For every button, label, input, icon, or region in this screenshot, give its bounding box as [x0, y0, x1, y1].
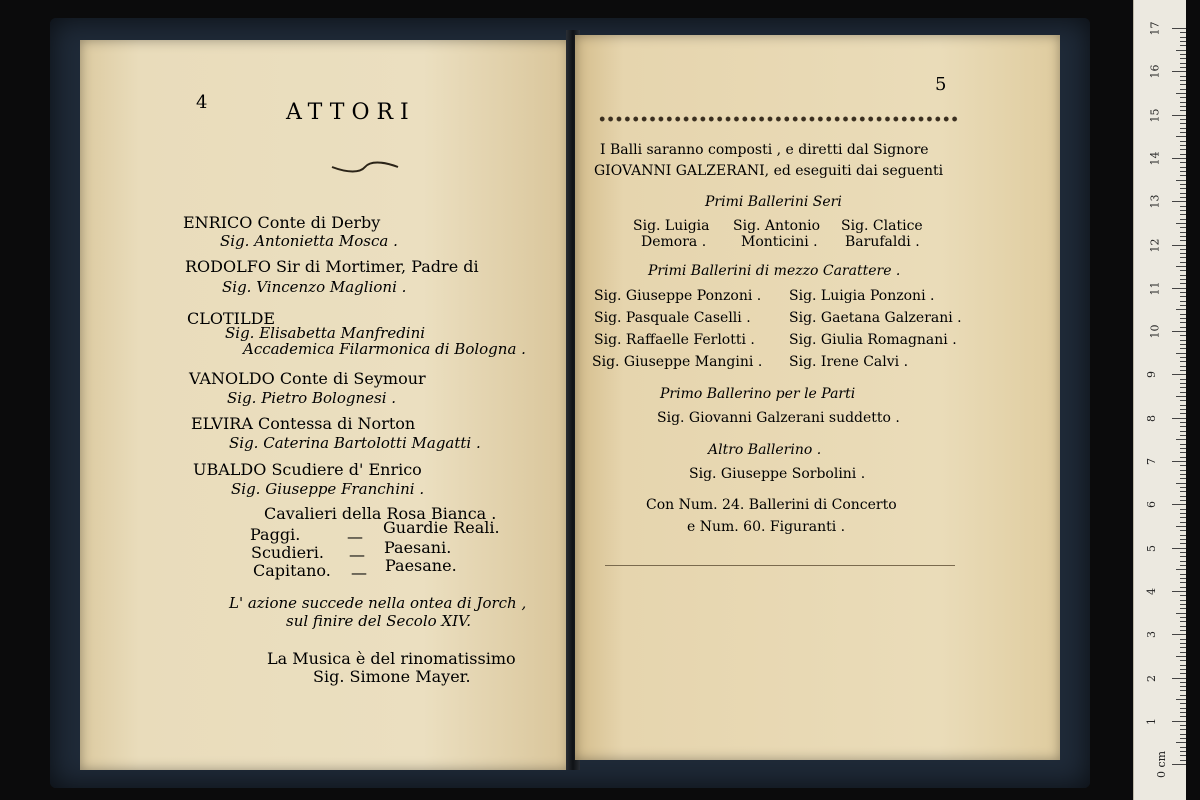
- ruler-tick: [1180, 188, 1186, 189]
- chorus-item: Guardie Reali.: [383, 518, 500, 537]
- ruler-tick: [1180, 470, 1186, 471]
- ruler-tick: [1180, 41, 1186, 42]
- ruler-tick: [1180, 539, 1186, 540]
- ruler-tick: [1180, 452, 1186, 453]
- ruler-tick: [1180, 123, 1186, 124]
- role-name: UBALDO: [193, 460, 267, 479]
- ruler-tick: [1180, 690, 1186, 691]
- ruler-tick: [1176, 50, 1186, 51]
- ruler-number: 2: [1145, 674, 1158, 682]
- ruler-number: 7: [1145, 458, 1158, 465]
- ruler-tick: [1180, 154, 1186, 155]
- chorus-dash: —: [347, 527, 363, 546]
- ruler-tick: [1180, 660, 1186, 661]
- dancer-name: Sig. Clatice: [841, 218, 923, 234]
- ruler-tick: [1180, 729, 1186, 730]
- ruler-tick: [1180, 63, 1186, 64]
- ruler-tick: [1180, 552, 1186, 553]
- ruler-tick: [1180, 344, 1186, 345]
- ruler-tick: [1180, 500, 1186, 501]
- ruler-tick: [1176, 526, 1186, 527]
- chorus-item: Paesani.: [384, 538, 452, 557]
- ruler-tick: [1180, 45, 1186, 46]
- ruler-tick: [1172, 678, 1186, 679]
- ruler-tick: [1180, 340, 1186, 341]
- ruler-tick: [1180, 561, 1186, 562]
- setting-text: sul finire del Secolo XIV.: [286, 612, 472, 630]
- ruler-tick: [1172, 374, 1186, 375]
- ruler-tick: [1176, 180, 1186, 181]
- role-desc: Conte di Seymour: [279, 369, 426, 388]
- ruler-tick: [1172, 548, 1186, 549]
- ruler-tick: [1180, 643, 1186, 644]
- chorus-dash: —: [351, 563, 367, 582]
- dancer-name: Sig. Pasquale Caselli .: [594, 310, 751, 326]
- ruler-tick: [1180, 431, 1186, 432]
- role-desc: Scudiere d' Enrico: [271, 460, 422, 479]
- chorus-title: Cavalieri della Rosa Bianca .: [264, 504, 497, 523]
- ruler-tick: [1180, 392, 1186, 393]
- role-line: [183, 213, 380, 232]
- ruler-tick: [1180, 275, 1186, 276]
- ruler-tick: [1180, 695, 1186, 696]
- ruler-tick: [1180, 708, 1186, 709]
- ruler-tick: [1180, 686, 1186, 687]
- dotted-rule: [598, 113, 960, 125]
- ruler-tick: [1180, 279, 1186, 280]
- ruler-tick: [1180, 426, 1186, 427]
- ruler-tick: [1172, 288, 1186, 289]
- ruler-tick: [1180, 232, 1186, 233]
- ruler-tick: [1172, 158, 1186, 159]
- ruler-number: 0 cm: [1155, 751, 1169, 779]
- ruler-tick: [1180, 760, 1186, 761]
- ruler-tick: [1180, 348, 1186, 349]
- ruler-tick: [1180, 37, 1186, 38]
- role-name: RODOLFO: [185, 257, 271, 276]
- ruler-number: 10: [1148, 324, 1162, 339]
- ruler-number: 6: [1145, 501, 1158, 509]
- ruler-number: 11: [1148, 281, 1162, 296]
- role-name: VANOLDO: [189, 369, 275, 388]
- chorus-item: Scudieri.: [251, 543, 324, 562]
- ruler-tick: [1176, 656, 1186, 657]
- ruler-tick: [1180, 665, 1186, 666]
- ruler-tick: [1180, 253, 1186, 254]
- ruler-tick: [1180, 405, 1186, 406]
- ruler-number: 3: [1145, 631, 1158, 639]
- dancer-name: Monticini .: [741, 234, 818, 250]
- chorus-item: Capitano.: [253, 561, 331, 580]
- ruler-number: 16: [1148, 64, 1162, 79]
- ruler-tick: [1180, 84, 1186, 85]
- ruler-tick: [1180, 249, 1186, 250]
- ruler-tick: [1180, 422, 1186, 423]
- ruler-tick: [1180, 219, 1186, 220]
- ruler-tick: [1180, 457, 1186, 458]
- role-name: ELVIRA: [191, 414, 253, 433]
- ruler-tick: [1180, 370, 1186, 371]
- ruler-tick: [1180, 578, 1186, 579]
- ruler-tick: [1172, 461, 1186, 462]
- ruler-tick: [1180, 214, 1186, 215]
- ruler-tick: [1180, 522, 1186, 523]
- ruler-tick: [1172, 71, 1186, 72]
- ruler-tick: [1180, 600, 1186, 601]
- ruler-number: 13: [1148, 194, 1162, 209]
- ruler-tick: [1180, 110, 1186, 111]
- setting-text: L' azione succede nella ontea di Jorch ,: [229, 594, 527, 612]
- dancer-name: Sig. Irene Calvi .: [789, 354, 909, 370]
- ruler-tick: [1180, 621, 1186, 622]
- ruler-tick: [1180, 409, 1186, 410]
- ruler-tick: [1180, 206, 1186, 207]
- dancer-name: Sig. Antonio: [733, 218, 821, 234]
- chorus-item: Paesane.: [385, 556, 457, 575]
- ruler-tick: [1180, 119, 1186, 120]
- ruler-tick: [1180, 413, 1186, 414]
- chorus-item: Paggi.: [250, 525, 301, 544]
- ruler-tick: [1180, 106, 1186, 107]
- ruler-tick: [1180, 755, 1186, 756]
- composer-name: Sig. Simone Mayer.: [313, 667, 471, 686]
- singer-title: Accademica Filarmonica di Bologna .: [243, 340, 526, 358]
- ruler-tick: [1180, 587, 1186, 588]
- ruler-tick: [1180, 322, 1186, 323]
- ruler-tick: [1180, 513, 1186, 514]
- section-title: Primi Ballerini Seri: [705, 194, 842, 210]
- ruler-tick: [1176, 93, 1186, 94]
- ruler-tick: [1172, 331, 1186, 332]
- ruler-number: 5: [1145, 544, 1158, 552]
- ruler-tick: [1180, 54, 1186, 55]
- ruler-tick: [1180, 193, 1186, 194]
- ruler-tick: [1180, 283, 1186, 284]
- ruler-tick: [1180, 197, 1186, 198]
- ruler-tick: [1176, 353, 1186, 354]
- ruler-tick: [1180, 478, 1186, 479]
- ruler-tick: [1180, 716, 1186, 717]
- ruler-tick: [1180, 565, 1186, 566]
- ruler-tick: [1176, 136, 1186, 137]
- ruler-tick: [1180, 517, 1186, 518]
- ruler-tick: [1172, 28, 1186, 29]
- ruler-tick: [1180, 387, 1186, 388]
- ruler-tick: [1180, 383, 1186, 384]
- ruler-tick: [1180, 262, 1186, 263]
- ruler-tick: [1176, 613, 1186, 614]
- ruler-tick: [1180, 543, 1186, 544]
- ruler-tick: [1180, 167, 1186, 168]
- dancer-name: Sig. Giuseppe Ponzoni .: [594, 288, 762, 304]
- ruler-tick: [1172, 764, 1186, 765]
- ruler-tick: [1180, 652, 1186, 653]
- section-title: Primi Ballerini di mezzo Carattere .: [648, 263, 901, 279]
- ruler-tick: [1180, 58, 1186, 59]
- ruler-tick: [1180, 639, 1186, 640]
- ruler-tick: [1180, 97, 1186, 98]
- singer-name: Sig. Antonietta Mosca .: [220, 232, 398, 250]
- role-desc: Sir di Mortimer, Padre di: [276, 257, 479, 276]
- measuring-ruler: [1133, 0, 1186, 800]
- ruler-tick: [1172, 591, 1186, 592]
- ruler-tick: [1176, 699, 1186, 700]
- concerto-text: Con Num. 24. Ballerini di Concerto: [646, 497, 897, 513]
- dancer-name: Sig. Giuseppe Sorbolini .: [689, 466, 866, 482]
- ruler-tick: [1180, 556, 1186, 557]
- ruler-tick: [1180, 184, 1186, 185]
- dancer-name: Demora .: [641, 234, 707, 250]
- ruler-tick: [1176, 483, 1186, 484]
- ruler-tick: [1180, 509, 1186, 510]
- ruler-tick: [1172, 504, 1186, 505]
- ruler-tick: [1180, 604, 1186, 605]
- ruler-tick: [1180, 162, 1186, 163]
- ruler-number: 14: [1148, 151, 1162, 166]
- singer-name: Sig. Vincenzo Maglioni .: [222, 278, 407, 296]
- ruler-tick: [1180, 141, 1186, 142]
- role-line: [191, 414, 415, 433]
- ruler-tick: [1180, 734, 1186, 735]
- ruler-tick: [1180, 80, 1186, 81]
- ruler-tick: [1180, 149, 1186, 150]
- singer-name: Sig. Caterina Bartolotti Magatti .: [229, 434, 481, 452]
- ruler-tick: [1180, 673, 1186, 674]
- ruler-number: 9: [1145, 371, 1158, 379]
- ruler-tick: [1180, 725, 1186, 726]
- singer-name: Sig. Pietro Bolognesi .: [227, 389, 397, 407]
- ruler-tick: [1180, 175, 1186, 176]
- ruler-tick: [1180, 236, 1186, 237]
- ruler-tick: [1172, 418, 1186, 419]
- ruler-number: 1: [1145, 717, 1158, 725]
- ruler-tick: [1180, 102, 1186, 103]
- ruler-tick: [1180, 669, 1186, 670]
- role-line: [185, 257, 479, 276]
- ruler-number: 12: [1148, 238, 1162, 252]
- role-name: ENRICO: [183, 213, 253, 232]
- ruler-tick: [1180, 76, 1186, 77]
- ruler-tick: [1180, 132, 1186, 133]
- section-title: Altro Ballerino .: [708, 442, 822, 458]
- ruler-tick: [1180, 595, 1186, 596]
- ruler-tick: [1180, 582, 1186, 583]
- ruler-tick: [1180, 301, 1186, 302]
- intro-text: GIOVANNI GALZERANI, ed eseguiti dai seguenti: [594, 163, 944, 179]
- chorus-dash: —: [349, 545, 365, 564]
- dancer-name: Sig. Raffaelle Ferlotti .: [594, 332, 755, 348]
- ruler-tick: [1180, 335, 1186, 336]
- page-heading: ATTORI: [286, 100, 416, 125]
- ruler-tick: [1180, 366, 1186, 367]
- ruler-tick: [1176, 439, 1186, 440]
- ruler-tick: [1180, 210, 1186, 211]
- ruler-tick: [1180, 171, 1186, 172]
- ruler-tick: [1180, 474, 1186, 475]
- ruler-tick: [1180, 128, 1186, 129]
- ruler-tick: [1180, 435, 1186, 436]
- ruler-tick: [1180, 400, 1186, 401]
- ruler-tick: [1180, 305, 1186, 306]
- ruler-tick: [1180, 751, 1186, 752]
- section-title: Primo Ballerino per le Parti: [660, 386, 856, 402]
- ruler-tick: [1180, 487, 1186, 488]
- ruler-tick: [1180, 617, 1186, 618]
- ruler-tick: [1180, 703, 1186, 704]
- role-name: CLOTILDE: [187, 309, 276, 328]
- role-desc: Conte di Derby: [257, 213, 381, 232]
- ruler-tick: [1180, 747, 1186, 748]
- ruler-tick: [1180, 626, 1186, 627]
- ruler-tick: [1180, 327, 1186, 328]
- ruler-tick: [1180, 357, 1186, 358]
- horizontal-rule: [605, 565, 955, 566]
- role-line: [189, 369, 426, 388]
- ruler-tick: [1180, 32, 1186, 33]
- ruler-number: 17: [1148, 21, 1162, 36]
- ruler-tick: [1180, 145, 1186, 146]
- ruler-tick: [1176, 396, 1186, 397]
- ruler-tick: [1180, 465, 1186, 466]
- ruler-tick: [1180, 491, 1186, 492]
- music-credit: La Musica è del rinomatissimo: [267, 649, 516, 668]
- ruler-number: 4: [1145, 587, 1158, 595]
- role-desc: Contessa di Norton: [257, 414, 416, 433]
- dancer-name: Sig. Giovanni Galzerani suddetto .: [657, 410, 900, 426]
- ruler-tick: [1180, 67, 1186, 68]
- ruler-tick: [1180, 314, 1186, 315]
- ruler-tick: [1180, 227, 1186, 228]
- ruler-tick: [1180, 496, 1186, 497]
- ruler-tick: [1180, 379, 1186, 380]
- ruler-tick: [1180, 682, 1186, 683]
- ruler-tick: [1180, 630, 1186, 631]
- ruler-tick: [1180, 296, 1186, 297]
- ruler-tick: [1180, 257, 1186, 258]
- ruler-tick: [1180, 292, 1186, 293]
- ruler-tick: [1176, 569, 1186, 570]
- ruler-tick: [1180, 530, 1186, 531]
- concerto-text: e Num. 60. Figuranti .: [687, 519, 846, 535]
- singer-name: Sig. Giuseppe Franchini .: [231, 480, 425, 498]
- ruler-tick: [1172, 634, 1186, 635]
- ruler-tick: [1172, 245, 1186, 246]
- ruler-tick: [1180, 712, 1186, 713]
- dancer-name: Sig. Luigia: [633, 218, 710, 234]
- ornament-flourish: [330, 160, 400, 174]
- ruler-tick: [1180, 361, 1186, 362]
- ruler-tick: [1176, 223, 1186, 224]
- singer-name: Sig. Elisabetta Manfredini: [225, 324, 426, 342]
- page-number-right: 5: [935, 74, 947, 95]
- ruler-tick: [1172, 115, 1186, 116]
- ruler-tick: [1180, 318, 1186, 319]
- dancer-name: Sig. Gaetana Galzerani .: [789, 310, 962, 326]
- ruler-number: 15: [1148, 108, 1162, 123]
- ruler-tick: [1176, 309, 1186, 310]
- page-number-left: 4: [196, 92, 208, 113]
- ruler-number: 8: [1145, 414, 1158, 422]
- dancer-name: Sig. Luigia Ponzoni .: [789, 288, 935, 304]
- ruler-tick: [1176, 742, 1186, 743]
- ruler-tick: [1172, 721, 1186, 722]
- ruler-tick: [1180, 647, 1186, 648]
- ruler-tick: [1180, 574, 1186, 575]
- ruler-tick: [1180, 270, 1186, 271]
- ruler-tick: [1172, 201, 1186, 202]
- ruler-tick: [1180, 89, 1186, 90]
- ruler-tick: [1180, 448, 1186, 449]
- ruler-tick: [1180, 240, 1186, 241]
- ruler-tick: [1176, 266, 1186, 267]
- ruler-tick: [1180, 535, 1186, 536]
- ruler-tick: [1180, 738, 1186, 739]
- role-line: [193, 460, 422, 479]
- dancer-name: Barufaldi .: [845, 234, 920, 250]
- ruler-tick: [1180, 444, 1186, 445]
- intro-text: I Balli saranno composti , e diretti dal Signore: [600, 142, 929, 158]
- dancer-name: Sig. Giuseppe Mangini .: [592, 354, 763, 370]
- dancer-name: Sig. Giulia Romagnani .: [789, 332, 957, 348]
- ruler-tick: [1180, 608, 1186, 609]
